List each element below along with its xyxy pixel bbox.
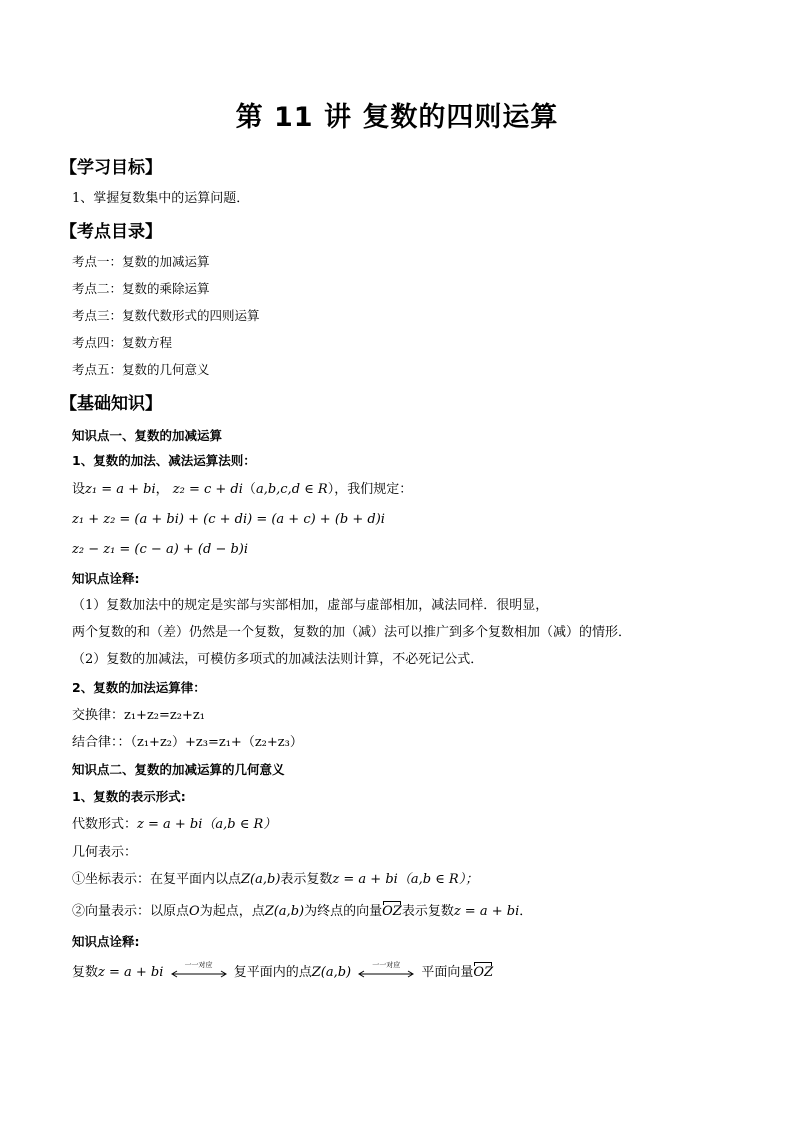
- subsection-title: 1、复数的加法、减法运算法则：: [72, 453, 256, 468]
- double-arrow-icon: [357, 960, 415, 980]
- section-heading-basics: 【基础知识】: [60, 394, 162, 414]
- double-arrow-shape: [357, 970, 415, 978]
- text: 平面向量: [421, 965, 474, 980]
- formula: z₂ = c + di: [172, 482, 243, 497]
- formula: z = a + bi: [332, 872, 398, 887]
- geometric-title: 几何表示：: [72, 845, 138, 860]
- page-title: 第 11 讲 复数的四则运算: [235, 102, 559, 133]
- text: 代数形式：: [72, 817, 138, 832]
- formula: （a,b ∈ R）；: [397, 872, 479, 887]
- formula: Z(a,b): [264, 904, 305, 919]
- catalog-item: 考点二：复数的乘除运算: [72, 281, 210, 296]
- algebraic-form-line: [72, 816, 276, 834]
- text: 为起点，点: [199, 904, 265, 919]
- text: ①坐标表示：在复平面内以点: [72, 872, 242, 887]
- vector-OZ: OZ: [382, 904, 402, 919]
- section-heading-catalog: 【考点目录】: [60, 222, 162, 242]
- catalog-item: 考点五：复数的几何意义: [72, 362, 210, 377]
- formula: z = a + bi: [137, 817, 203, 832]
- law-associative: 结合律：：（z₁+z₂）+z₃=z₁+（z₂+z₃）: [72, 735, 303, 750]
- formula: Z(a,b): [311, 965, 352, 980]
- note-text: （2）复数的加减法，可模仿多项式的加减法法则计算，不必死记公式．: [72, 652, 484, 667]
- text: ），我们规定：: [327, 482, 413, 497]
- arrow-label: 一一对应: [372, 960, 401, 969]
- note-title: 知识点诠释:: [72, 571, 140, 586]
- text: 为终点的向量: [304, 904, 383, 919]
- catalog-item: 考点四：复数方程: [72, 335, 173, 350]
- formula: a,b,c,d ∈ R: [255, 482, 328, 497]
- law-commutative: 交换律：z₁+z₂=z₂+z₁: [72, 708, 205, 723]
- double-arrow-icon: [170, 960, 228, 980]
- objective-item: 1、掌握复数集中的运算问题．: [72, 191, 250, 206]
- vector-representation: [72, 903, 532, 921]
- vector-OZ: OZ: [473, 965, 494, 980]
- text: ，: [155, 482, 169, 497]
- text: ②向量表示：以原点: [72, 904, 190, 919]
- knowledge-point-heading: 知识点二、复数的加减运算的几何意义: [72, 762, 285, 777]
- text: 复数: [72, 965, 99, 980]
- text: （: [242, 482, 256, 497]
- knowledge-point-heading: 知识点一、复数的加减运算: [72, 428, 223, 443]
- formula: Z(a,b): [241, 872, 281, 887]
- text: 复平面内的点: [233, 965, 312, 980]
- arrow-label: 一一对应: [184, 960, 213, 969]
- formula-subtraction: z₂ − z₁ = (c − a) + (d − b)i: [72, 542, 249, 557]
- subsection-title: 1、复数的表示形式:: [72, 789, 186, 804]
- definition-line: [72, 481, 412, 499]
- text: ．: [519, 904, 533, 919]
- formula: O: [189, 904, 200, 919]
- text: 设: [72, 482, 86, 497]
- note-text: （1）复数加法中的规定是实部与实部相加，虚部与虚部相加，减法同样．很明显，: [72, 598, 549, 613]
- note-title: 知识点诠释:: [72, 934, 140, 949]
- coordinate-representation: [72, 871, 478, 889]
- note-text: 两个复数的和（差）仍然是一个复数，复数的加（减）法可以推广到多个复数相加（减）的情形．: [72, 625, 632, 640]
- double-arrow-shape: [170, 970, 228, 978]
- formula-addition: z₁ + z₂ = (a + bi) + (c + di) = (a + c) + (b + d)i: [72, 512, 385, 527]
- catalog-item: 考点一：复数的加减运算: [72, 254, 210, 269]
- correspondence-line: [72, 960, 494, 982]
- catalog-item: 考点三：复数代数形式的四则运算: [72, 308, 260, 323]
- formula: z₁ = a + bi: [85, 482, 156, 497]
- section-heading-objectives: 【学习目标】: [60, 158, 162, 178]
- formula: z = a + bi: [98, 965, 164, 980]
- subsection-title: 2、复数的加法运算律：: [72, 680, 206, 695]
- formula: （a,b ∈ R）: [202, 817, 277, 832]
- formula: z = a + bi: [453, 904, 520, 919]
- text: 表示复数: [280, 872, 333, 887]
- text: 表示复数: [401, 904, 454, 919]
